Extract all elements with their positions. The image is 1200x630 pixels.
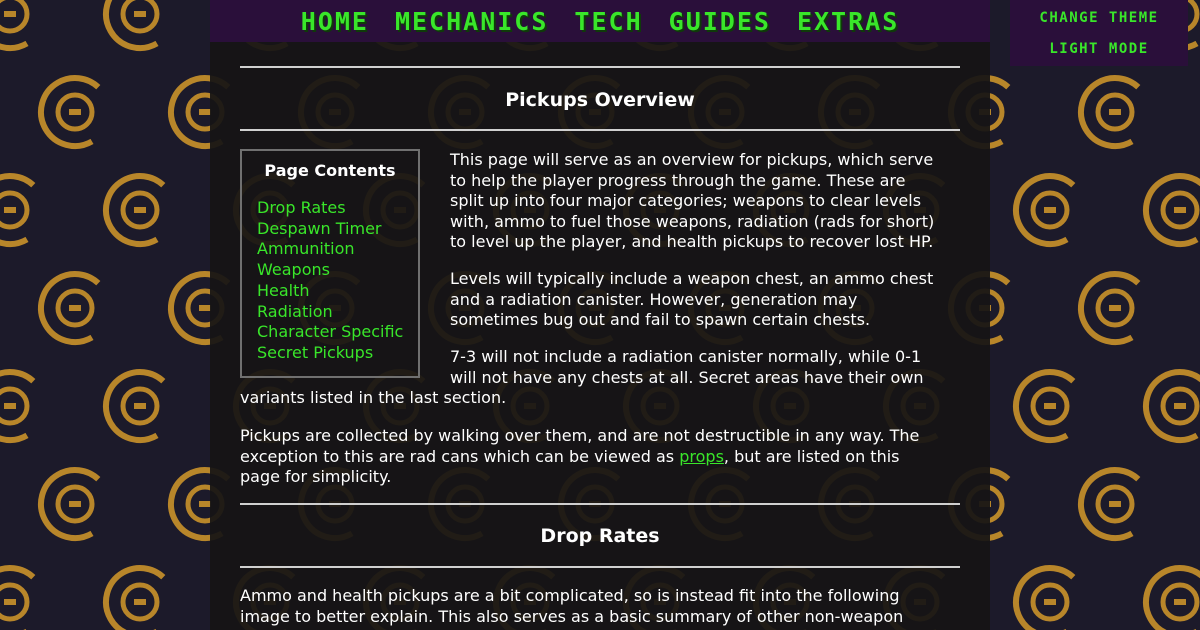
- text-line: to level up the player, and health pickups to recover lost HP.: [450, 232, 934, 252]
- page-contents-box: [240, 149, 420, 378]
- divider: [240, 66, 960, 68]
- text-line: sometimes bug out and fail to spawn certain chests.: [450, 310, 871, 330]
- text-line: variants listed in the last section.: [240, 388, 507, 407]
- light-mode-button[interactable]: LIGHT MODE: [1049, 40, 1149, 57]
- toc-link-weapons[interactable]: Weapons: [257, 260, 330, 280]
- divider: [240, 503, 960, 505]
- toc-link-health[interactable]: Health: [257, 280, 310, 300]
- divider: [240, 566, 960, 568]
- intro-paragraph: [450, 150, 970, 253]
- nav-home-link[interactable]: HOME: [300, 6, 369, 36]
- drop-rates-heading: Drop Rates: [540, 525, 660, 547]
- collection-paragraph: [240, 426, 960, 488]
- main-content: [210, 42, 990, 630]
- theme-controls: [1010, 0, 1188, 66]
- text-line: and a radiation canister. However, generation may: [450, 289, 858, 309]
- text-line: to help the player progress through the game. These are: [450, 170, 906, 190]
- top-navigation: [210, 0, 990, 42]
- text-line: Levels will typically include a weapon chest, an ammo chest: [450, 269, 934, 288]
- text-line: will not have any chests at all. Secret areas have their own: [450, 367, 924, 387]
- toc-link-radiation[interactable]: Radiation: [257, 301, 333, 321]
- drop-rates-intro: [240, 586, 960, 627]
- nav-tech-link[interactable]: TECH: [574, 6, 643, 36]
- text-line: Ammo and health pickups are a bit complicated, so is instead fit into the following: [240, 586, 900, 605]
- text-line: , but are listed on this: [723, 446, 900, 466]
- props-link[interactable]: props: [679, 446, 724, 466]
- exceptions-paragraph: [450, 347, 970, 388]
- nav-guides-link[interactable]: GUIDES: [668, 6, 771, 36]
- page-contents-title: Page Contents: [264, 161, 396, 180]
- text-line: 7-3 will not include a radiation canister normally, while 0-1: [450, 347, 922, 366]
- text-line: split up into four major categories; weapons to clear levels: [450, 191, 922, 211]
- toc-link-ammunition[interactable]: Ammunition: [257, 239, 355, 259]
- change-theme-button[interactable]: CHANGE THEME: [1039, 9, 1159, 26]
- chests-paragraph: [450, 269, 970, 331]
- text-line: image to better explain. This also serves as a basic summary of other non-weapon: [240, 606, 904, 626]
- nav-extras-link[interactable]: EXTRAS: [796, 6, 900, 36]
- nav-mechanics-link[interactable]: MECHANICS: [394, 6, 549, 36]
- toc-link-despawn-timer[interactable]: Despawn Timer: [257, 218, 382, 238]
- exceptions-paragraph-continued: [240, 388, 960, 409]
- text-line: This page will serve as an overview for pickups, which serve: [450, 150, 934, 169]
- toc-link-character-specific[interactable]: Character Specific: [257, 322, 404, 342]
- text-line: exception to this are rad cans which can be viewed as: [240, 446, 680, 466]
- text-line: with, ammo to fuel those weapons, radiation (rads for short): [450, 211, 935, 231]
- toc-link-secret-pickups[interactable]: Secret Pickups: [257, 342, 374, 362]
- text-line: page for simplicity.: [240, 467, 392, 487]
- text-line: Pickups are collected by walking over them, and are not destructible in any way. The: [240, 426, 920, 445]
- toc-link-drop-rates[interactable]: Drop Rates: [257, 198, 346, 217]
- page-title: Pickups Overview: [505, 89, 695, 111]
- divider: [240, 129, 960, 131]
